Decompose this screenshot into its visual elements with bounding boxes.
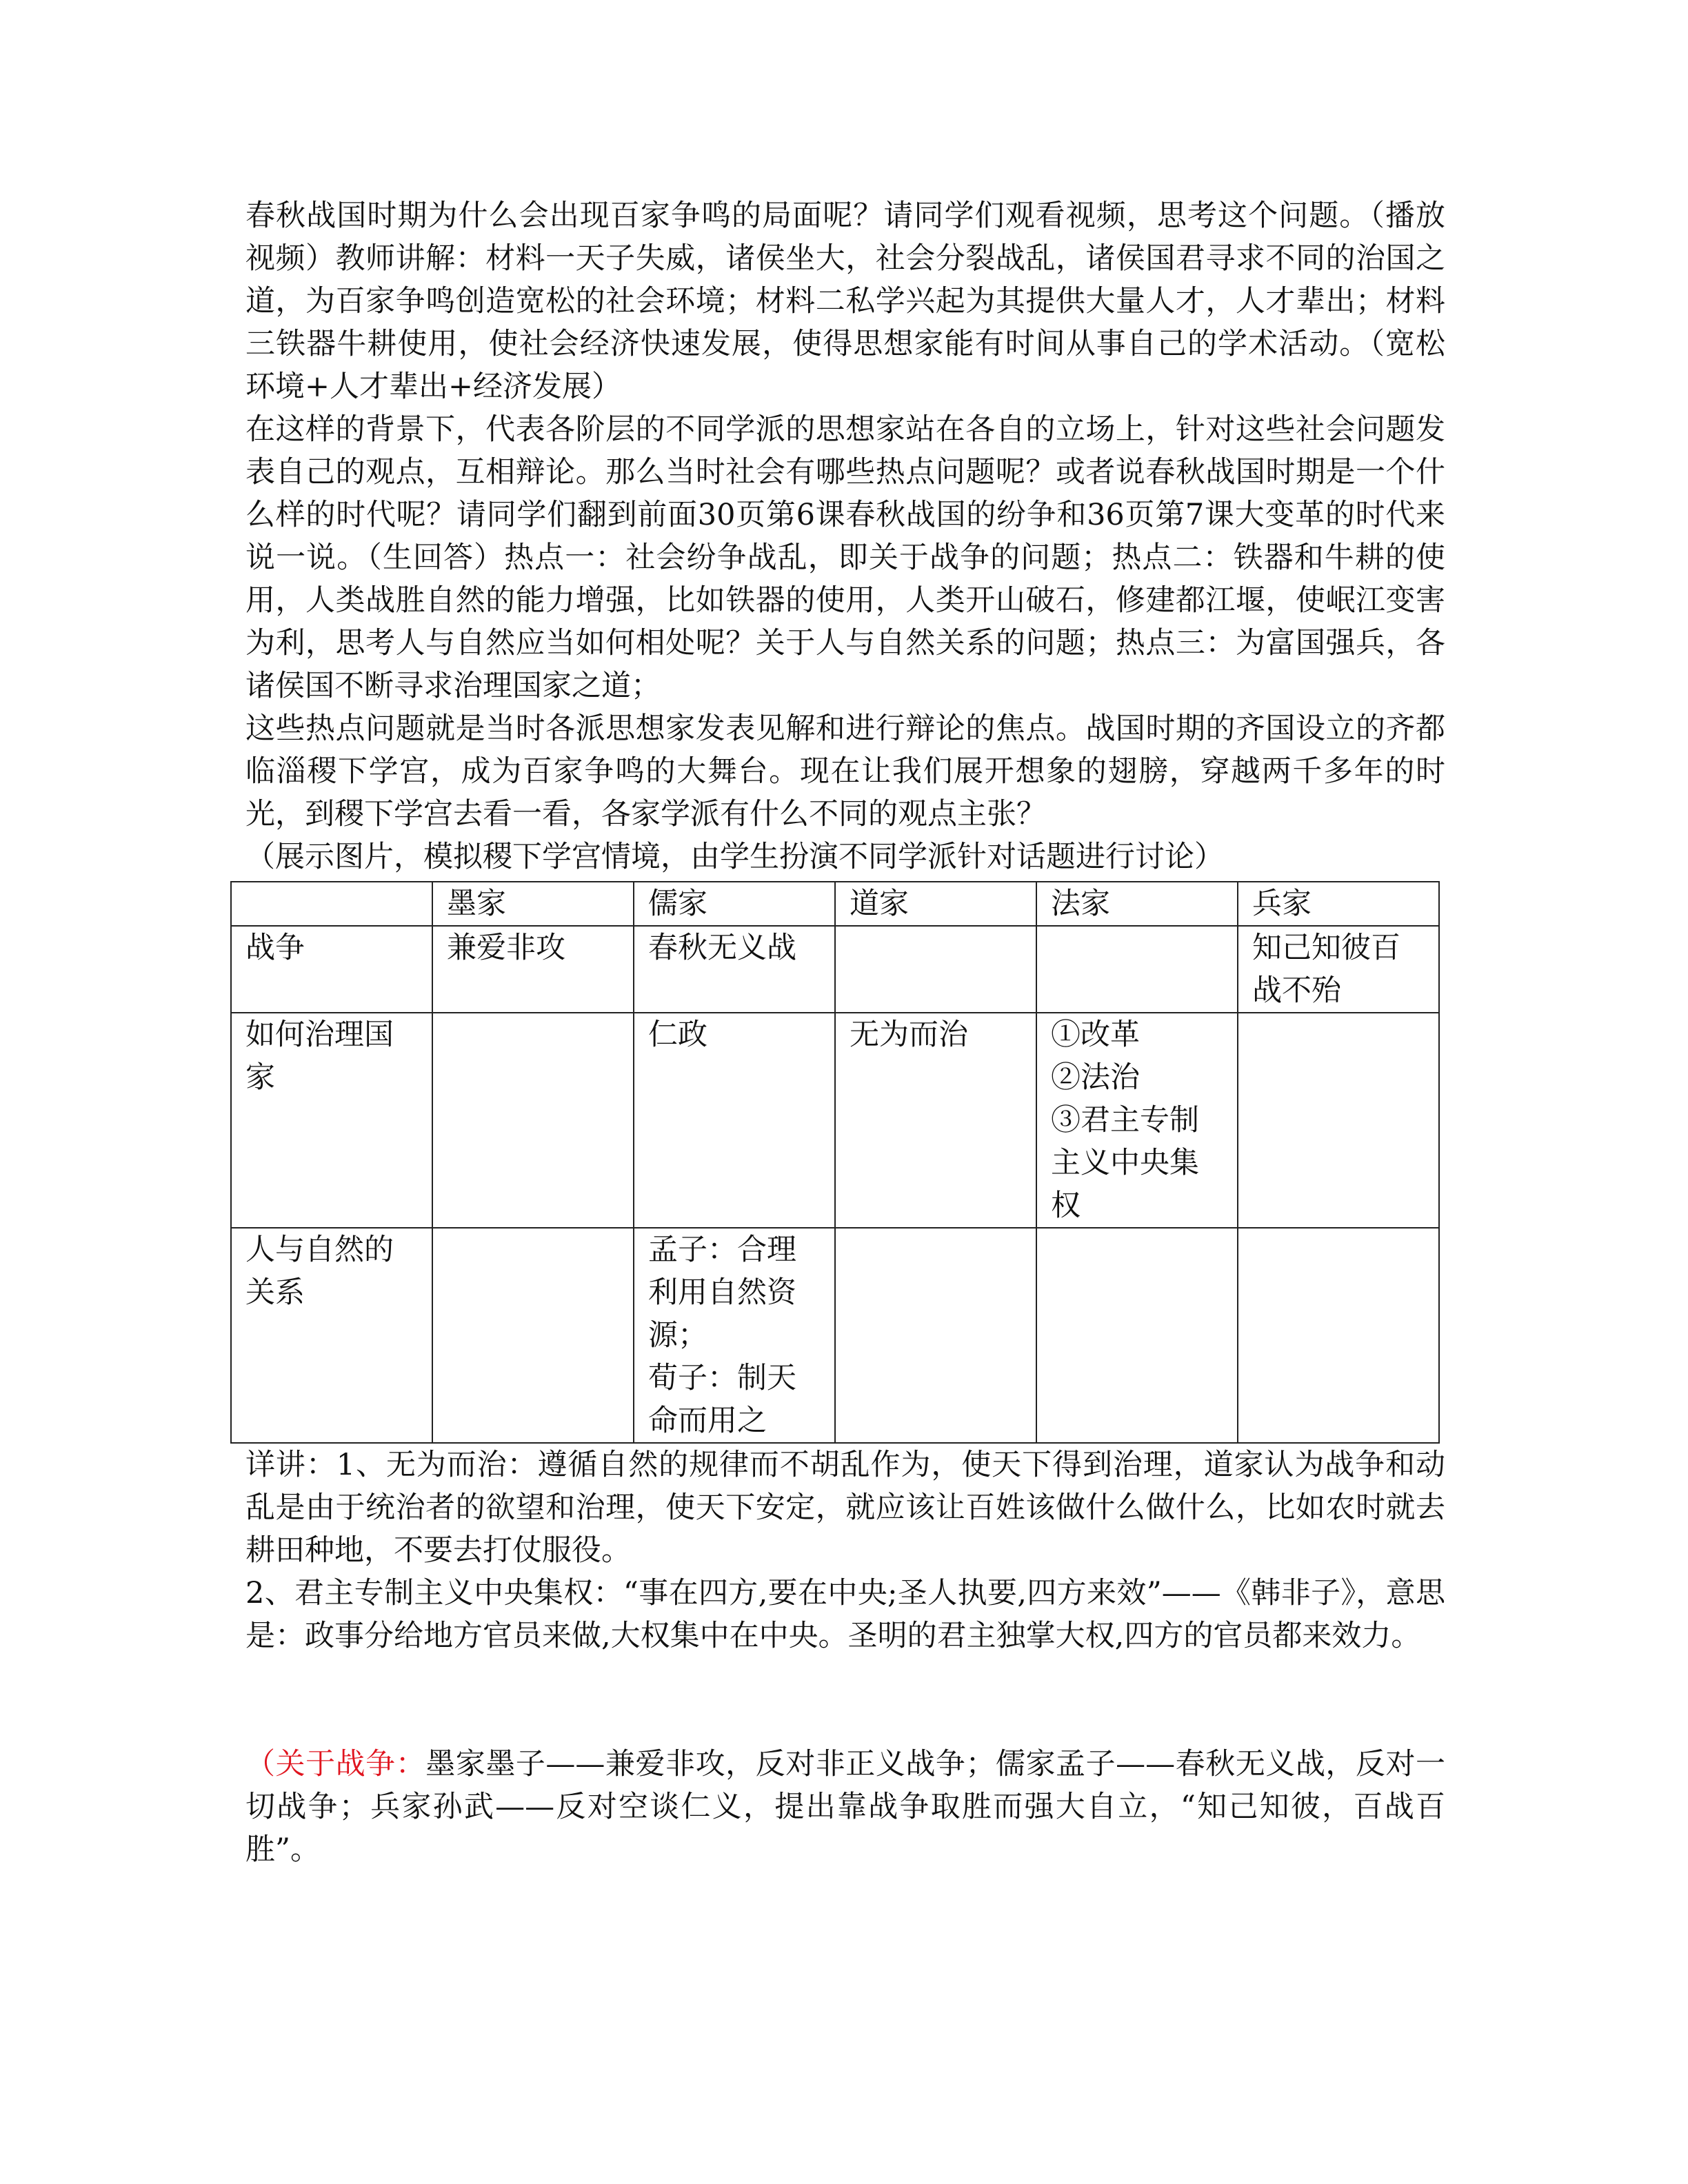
table-cell xyxy=(1036,1013,1238,1228)
header-cell-empty xyxy=(231,882,432,926)
paragraph-detail-centralization: 2、君主专制主义中央集权：“事在四方,要在中央;圣人执要,四方来效”——《韩非子》，意思是：政事分给地方官员来做,大权集中在中央。圣明的君主独掌大权,四方的官员都来效力。 xyxy=(245,1576,1445,1653)
table-cell: 无为而治 xyxy=(835,1013,1036,1228)
confucian-point: 荀子：制天命而用之 xyxy=(648,1361,796,1438)
paragraph-war-note xyxy=(245,1743,1445,1871)
table-row xyxy=(231,1228,1439,1443)
legalist-point: ①改革 xyxy=(1051,1018,1140,1052)
topic-cell: 如何治理国家 xyxy=(231,1013,432,1228)
paragraph-jixia-academy: 这些热点问题就是当时各派思想家发表见解和进行辩论的焦点。战国时期的齐国设立的齐都临淄稷下学宫，成为百家争鸣的大舞台。现在让我们展开想象的翅膀，穿越两千多年的时光，到稷下学宫去看一看，各家学派有什么不同的观点主张？ xyxy=(245,711,1445,831)
confucian-point: 孟子：合理利用自然资源； xyxy=(648,1233,796,1353)
header-cell-confucian: 儒家 xyxy=(634,882,835,926)
table-cell xyxy=(1036,926,1238,1013)
table-cell xyxy=(835,1228,1036,1443)
war-note-text: 墨家墨子——兼爱非攻，反对非正义战争；儒家孟子——春秋无义战，反对一切战争；兵家孙武——反对空谈仁义，提出靠战争取胜而强大自立，“知己知彼，百战百胜”。 xyxy=(245,1747,1446,1867)
schools-comparison-table xyxy=(230,881,1440,1444)
table-cell: 知己知彼百战不殆 xyxy=(1238,926,1439,1013)
header-cell-taoist: 道家 xyxy=(835,882,1036,926)
paragraph-table-intro: （展示图片，模拟稷下学宫情境，由学生扮演不同学派针对话题进行讨论） xyxy=(245,840,1224,874)
table-row xyxy=(231,926,1439,1013)
table-cell xyxy=(432,1228,634,1443)
table-cell: 春秋无义战 xyxy=(634,926,835,1013)
spacer xyxy=(245,1657,1445,1743)
topic-cell: 人与自然的关系 xyxy=(231,1228,432,1443)
table-cell xyxy=(432,1013,634,1228)
table-cell: 兼爱非攻 xyxy=(432,926,634,1013)
table-row xyxy=(231,1013,1439,1228)
paragraph-hot-issues: 在这样的背景下，代表各阶层的不同学派的思想家站在各自的立场上，针对这些社会问题发表自己的观点，互相辩论。那么当时社会有哪些热点问题呢？或者说春秋战国时期是一个什么样的时代呢？请同学们翻到前面30页第6课春秋战国的纷争和36页第7课大变革的时代来说一说。（生回答）热点一：社会纷争战乱，即关于战争的问题；热点二：铁器和牛耕的使用，人类战胜自然的能力增强，比如铁器的使用，人类开山破石，修建都江堰，使岷江变害为利，思考人与自然应当如何相处呢？关于人与自然关系的问题；热点三：为富国强兵，各诸侯国不断寻求治理国家之道； xyxy=(245,412,1445,703)
header-cell-legalist: 法家 xyxy=(1036,882,1238,926)
header-cell-mohist: 墨家 xyxy=(432,882,634,926)
legalist-point: ③君主专制主义中央集权 xyxy=(1051,1103,1199,1223)
table-header-row xyxy=(231,882,1439,926)
legalist-point: ②法治 xyxy=(1051,1060,1140,1095)
paragraph-detail-wuwei: 详讲：1、无为而治：遵循自然的规律而不胡乱作为，使天下得到治理，道家认为战争和动乱是由于统治者的欲望和治理，使天下安定，就应该让百姓该做什么做什么，比如农时就去耕田种地，不要去打仗服役。 xyxy=(245,1448,1445,1568)
header-cell-military: 兵家 xyxy=(1238,882,1439,926)
table-cell xyxy=(1238,1228,1439,1443)
table-cell xyxy=(835,926,1036,1013)
topic-cell: 战争 xyxy=(231,926,432,1013)
table-cell xyxy=(1238,1013,1439,1228)
table-cell: 仁政 xyxy=(634,1013,835,1228)
paragraph-background: 春秋战国时期为什么会出现百家争鸣的局面呢？请同学们观看视频，思考这个问题。（播放视频）教师讲解：材料一天子失威，诸侯坐大，社会分裂战乱，诸侯国君寻求不同的治国之道，为百家争鸣创造宽松的社会环境；材料二私学兴起为其提供大量人才，人才辈出；材料三铁器牛耕使用，使社会经济快速发展，使得思想家能有时间从事自己的学术活动。（宽松环境+人才辈出+经济发展） xyxy=(245,199,1445,404)
table-cell xyxy=(634,1228,835,1443)
document-page xyxy=(245,194,1445,1871)
table-cell xyxy=(1036,1228,1238,1443)
war-note-label: （关于战争： xyxy=(245,1747,426,1781)
